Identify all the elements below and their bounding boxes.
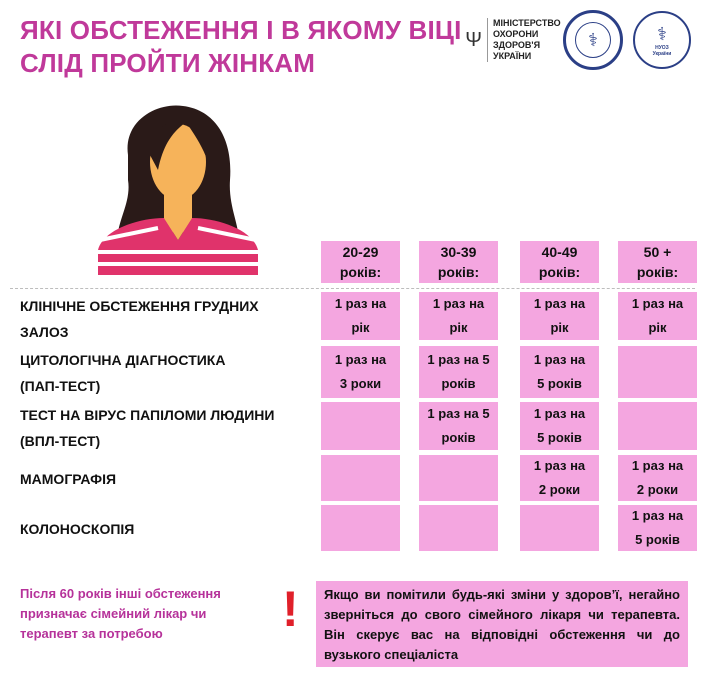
dept-text-1: НУОЗ <box>655 44 669 51</box>
table-divider <box>10 288 695 289</box>
logos <box>465 10 691 70</box>
schedule-cell-empty <box>618 346 697 398</box>
ministry-text-3: ЗДОРОВ'Я <box>493 40 541 50</box>
caduceus-icon: ⚕ <box>657 23 667 44</box>
oncology-department-logo <box>633 11 691 69</box>
schedule-cell-empty <box>618 402 697 450</box>
advice-box: Якщо ви помітили будь-які зміни у здоров’ї, негайно зверніться до свого сімейного лікаря чи терапевта. Він скерує вас на відповідні обстеження чи до вузького спеціаліста <box>316 581 688 667</box>
schedule-cell: 1 раз на рік <box>520 292 599 340</box>
title-line-1: ЯКІ ОБСТЕЖЕННЯ І В ЯКОМУ ВІЦІ <box>20 15 462 45</box>
trident-icon: Ψ <box>465 28 482 51</box>
schedule-cell-empty <box>419 505 498 551</box>
row-label-breast-exam: КЛІНІЧНЕ ОБСТЕЖЕННЯ ГРУДНИХ ЗАЛОЗ <box>20 298 259 340</box>
schedule-cell-empty <box>321 455 400 501</box>
schedule-cell: 1 раз на 5 років <box>520 346 599 398</box>
title-line-2: СЛІД ПРОЙТИ ЖІНКАМ <box>20 48 316 78</box>
row-label-mammography: МАМОГРАФІЯ <box>20 471 117 487</box>
schedule-cell-empty <box>321 505 400 551</box>
row-label-cytology: ЦИТОЛОГІЧНА ДІАГНОСТИКА (ПАП-ТЕСТ) <box>20 352 226 394</box>
schedule-cell: 1 раз на 2 роки <box>520 455 599 501</box>
university-seal-logo <box>563 10 623 70</box>
schedule-cell-empty <box>520 505 599 551</box>
ministry-text-2: ОХОРОНИ <box>493 29 539 39</box>
dept-text-2: України <box>652 50 672 57</box>
age-header-50-plus: 50 + років: <box>618 241 697 283</box>
woman-illustration <box>98 100 258 275</box>
schedule-cell: 1 раз на 5 років <box>419 346 498 398</box>
age-header-40-49: 40-49 років: <box>520 241 599 283</box>
age-header-30-39: 30-39 років: <box>419 241 498 283</box>
page-title <box>20 14 480 80</box>
row-label-hpv-test: ТЕСТ НА ВІРУС ПАПІЛОМИ ЛЮДИНИ (ВПЛ-ТЕСТ) <box>20 407 275 449</box>
ministry-text-1: МІНІСТЕРСТВО <box>493 18 561 28</box>
schedule-cell: 1 раз на 5 років <box>419 402 498 450</box>
ministry-logo <box>465 18 561 62</box>
exclamation-icon: ! <box>282 581 299 637</box>
age-header-20-29: 20-29 років: <box>321 241 400 283</box>
schedule-cell: 1 раз на 5 років <box>520 402 599 450</box>
caduceus-icon: ⚕ <box>575 22 611 58</box>
schedule-cell: 1 раз на 3 роки <box>321 346 400 398</box>
after-60-note: Після 60 років інші обстеження призначає сімейний лікар чи терапевт за потребою <box>20 586 221 641</box>
row-label-colonoscopy: КОЛОНОСКОПІЯ <box>20 521 135 537</box>
schedule-cell: 1 раз на рік <box>419 292 498 340</box>
schedule-cell: 1 раз на 2 роки <box>618 455 697 501</box>
schedule-cell-empty <box>321 402 400 450</box>
schedule-cell-empty <box>419 455 498 501</box>
schedule-cell: 1 раз на 5 років <box>618 505 697 551</box>
schedule-cell: 1 раз на рік <box>321 292 400 340</box>
schedule-cell: 1 раз на рік <box>618 292 697 340</box>
ministry-text-4: УКРАЇНИ <box>493 51 532 61</box>
